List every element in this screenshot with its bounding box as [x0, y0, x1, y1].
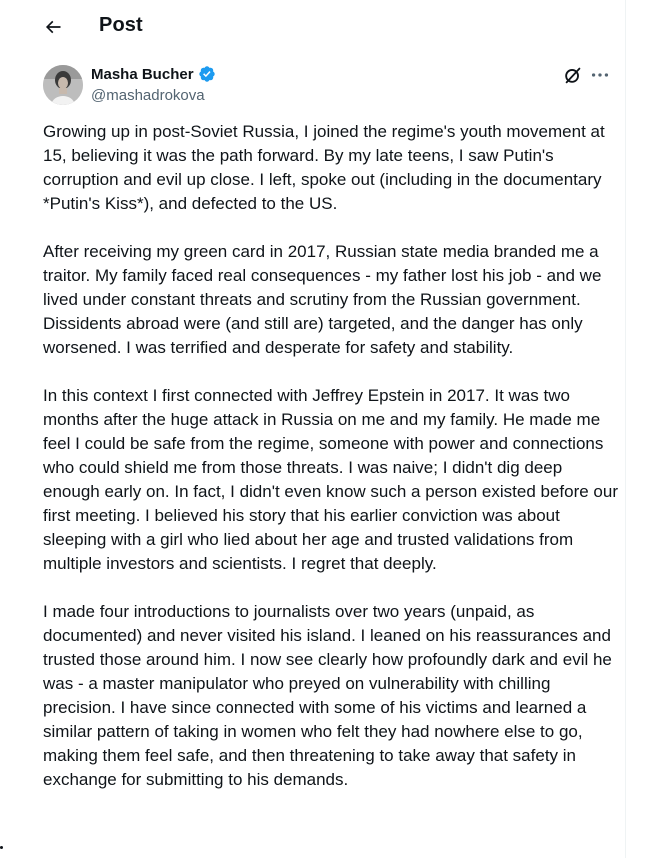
author-name[interactable]: Masha Bucher [91, 65, 194, 83]
post-text [43, 120, 623, 816]
avatar-photo [43, 65, 83, 105]
grok-slash-icon [562, 64, 584, 86]
post-paragraph: In this context I first connected with Jeffrey Epstein in 2017. It was two months after the huge attack in Russia on me and my family. He made me feel I could be safe from the regime, someone with power and connections who could shield me from those threats. I was naive; I didn't dig deep enough early on. In fact, I didn't even know such a person existed before our first meeting. I believed his story that his earlier conviction was about sleeping with a girl who lied about her age and trusted validations from multiple investors and scientists. I regret that deeply. [43, 386, 618, 573]
author-name-row[interactable] [91, 65, 216, 83]
author-handle[interactable]: @mashadrokova [91, 87, 205, 104]
more-dots-icon [589, 64, 611, 86]
arrow-left-icon [43, 17, 63, 37]
back-button[interactable] [36, 10, 70, 44]
grok-button[interactable] [562, 64, 584, 86]
verified-badge-icon [198, 65, 216, 83]
post-paragraph: After receiving my green card in 2017, Russian state media branded me a traitor. My family faced real consequences - my father lost his job - and we lived under constant threats and scrutiny from the Russian government. Dissidents abroad were (and still are) targeted, and the danger has only worsened. I was terrified and desperate for safety and stability. [43, 242, 602, 357]
post-paragraph: Growing up in post-Soviet Russia, I joined the regime's youth movement at 15, believing it was the path forward. By my late teens, I saw Putin's corruption and evil up close. I left, spoke out (including in the documentary *Putin's Kiss*), and defected to the US. [43, 122, 605, 213]
more-options-button[interactable] [589, 64, 611, 86]
page-title: Post [99, 14, 143, 36]
avatar[interactable] [43, 65, 83, 105]
edge-mark [0, 846, 3, 849]
post-paragraph: I made four introductions to journalists over two years (unpaid, as documented) and never visited his island. I leaned on his reassurances and trusted those around him. I now see clearly how profoundly dark and evil he was - a master manipulator who preyed on vulnerability with chilling precision. I have since connected with some of his victims and learned a similar pattern of taking in women who felt they had nowhere else to go, making them feel safe, and then threatening to take away that safety in exchange for submitting to his demands. [43, 602, 612, 789]
top-bar [0, 0, 626, 53]
